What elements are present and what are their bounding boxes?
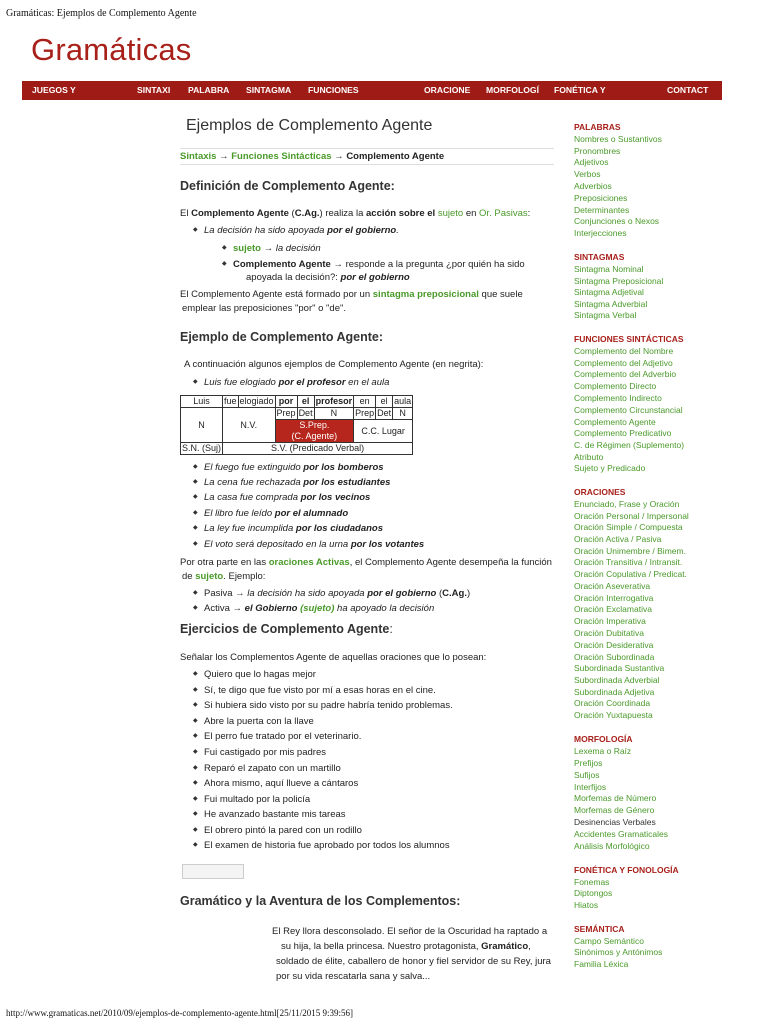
exercise-item: ◆ Sí, te digo que fue visto por mí a esas horas en el cine. (204, 685, 436, 696)
term: por los estudiantes (303, 477, 391, 488)
breadcrumb-link-funciones[interactable]: Funciones Sintácticas (231, 151, 332, 162)
exercise-item: ◆ El obrero pintó la pared con un rodillo (204, 825, 362, 836)
exercise-item: ◆ He avanzado bastante mis tareas (204, 809, 346, 820)
text: de (182, 571, 196, 582)
table-cell: S.N. (Suj) (182, 443, 222, 453)
sidebar-link[interactable]: Interjecciones (574, 228, 627, 238)
term: por el gobierno (367, 588, 437, 599)
list-item (233, 243, 321, 254)
exercises-heading (180, 622, 393, 636)
sidebar-link[interactable]: Preposiciones (574, 193, 628, 203)
sidebar-link[interactable]: Complemento Predicativo (574, 428, 672, 438)
definition-paragraph (180, 207, 530, 221)
term: por los bomberos (303, 462, 384, 473)
sidebar-link[interactable]: Sintagma Preposicional (574, 276, 664, 286)
text: en (463, 208, 480, 219)
text: → la decisión (260, 243, 321, 254)
sidebar-link[interactable]: Oración Simple / Compuesta (574, 522, 683, 532)
sidebar-link[interactable]: Pronombres (574, 146, 621, 156)
sidebar-link[interactable]: Oración Desiderativa (574, 640, 654, 650)
adventure-heading: Gramático y la Aventura de los Complementos: (180, 894, 461, 908)
text: apoyada la decisión?: (246, 272, 341, 283)
sidebar-link[interactable]: Sinónimos y Antónimos (574, 947, 663, 957)
text: ) realiza la (319, 208, 367, 219)
text: (C. Agente) (291, 431, 338, 441)
sidebar-link[interactable]: Subordinada Sustantiva (574, 663, 665, 673)
list-item (204, 539, 424, 550)
table-cell: fue (224, 396, 237, 406)
table-cell: en (354, 396, 376, 408)
list-item (204, 477, 390, 488)
sidebar-link[interactable]: Oración Dubitativa (574, 628, 644, 638)
table-cell: el (376, 396, 393, 408)
nav-item-sintaxis[interactable]: SINTAXI (137, 85, 171, 95)
table-cell: profesor (315, 396, 353, 406)
sidebar-link[interactable]: Oración Exclamativa (574, 604, 652, 614)
term: por el gobierno (340, 272, 410, 283)
sidebar-link[interactable]: Oración Copulativa / Predicat. (574, 569, 687, 579)
term: por el profesor (278, 377, 346, 388)
text: : (527, 208, 531, 219)
sidebar-heading-palabras: PALABRAS (574, 122, 621, 132)
sidebar-link[interactable]: Adjetivos (574, 157, 609, 167)
term: Complemento Agente (233, 259, 331, 270)
page-footer-url: http://www.gramaticas.net/2010/09/ejemplos-de-complemento-agente.html[25/11/2015 9:39:56] (6, 1008, 354, 1018)
sidebar-link[interactable]: Sintagma Adverbial (574, 299, 648, 309)
term: Gramático (481, 941, 529, 952)
sidebar-link[interactable]: Complemento Indirecto (574, 393, 662, 403)
breadcrumb-divider-top (180, 148, 554, 149)
text: El Complemento Agente está formado por un (180, 289, 373, 300)
table-row (181, 408, 413, 420)
list-item (204, 508, 348, 519)
term: C.Ag. (442, 588, 467, 599)
sidebar-link[interactable]: Subordinada Adjetiva (574, 687, 655, 697)
sidebar-link[interactable]: Oración Interrogativa (574, 593, 654, 603)
link-sujeto[interactable]: sujeto (233, 243, 261, 254)
link-or-pasivas[interactable]: Or. Pasivas (479, 208, 528, 219)
table-cell: C.C. Lugar (354, 420, 413, 443)
term: el Gobierno (244, 603, 298, 614)
list-item (204, 462, 384, 473)
text: La cena fue rechazada (204, 477, 304, 488)
sidebar-link[interactable]: Lexema o Raíz (574, 746, 632, 756)
sidebar-link[interactable]: Sintagma Verbal (574, 310, 637, 320)
sidebar-link[interactable]: Diptongos (574, 888, 613, 898)
term: por los votantes (350, 539, 425, 550)
sidebar-link[interactable]: Complemento del Adverbio (574, 369, 677, 379)
text: El (180, 208, 192, 219)
nav-item-funciones[interactable]: FUNCIONES (308, 85, 359, 95)
sidebar-link[interactable]: Oración Unimembre / Bimem. (574, 546, 686, 556)
sidebar-link[interactable]: Interfijos (574, 782, 607, 792)
exercise-item: ◆ Ahora mismo, aquí llueve a cántaros (204, 778, 358, 789)
text: Ejercicios de Complemento Agente (180, 622, 390, 636)
activas-paragraph (180, 556, 552, 570)
table-cell: N.V. (223, 408, 276, 443)
sidebar-link[interactable]: Fonemas (574, 877, 610, 887)
sidebar-link[interactable]: Determinantes (574, 205, 630, 215)
table-cell: N (314, 408, 354, 420)
sidebar-link[interactable]: Prefijos (574, 758, 603, 768)
text: La ley fue incumplida (204, 523, 296, 534)
sidebar-link[interactable]: Sintagma Adjetival (574, 287, 644, 297)
text: ) (466, 588, 471, 599)
text: , (528, 941, 531, 952)
sidebar-link[interactable]: Sintagma Nominal (574, 264, 644, 274)
definition-heading: Definición de Complemento Agente: (180, 179, 395, 193)
breadcrumb (180, 151, 444, 162)
text: su hija, la bella princesa. Nuestro protagonista, (281, 941, 482, 952)
sidebar-link[interactable]: Oración Transitiva / Intransit. (574, 557, 683, 567)
table-cell: por (275, 396, 297, 408)
sidebar-link[interactable]: Hiatos (574, 900, 599, 910)
sidebar-link[interactable]: C. de Régimen (Suplemento) (574, 440, 685, 450)
site-title[interactable]: Gramáticas (31, 32, 192, 67)
list-item (204, 225, 399, 236)
text: → responde a la pregunta ¿por quién ha sido (330, 259, 525, 270)
table-cell: Prep (276, 408, 296, 418)
table-row (181, 443, 413, 455)
list-item-continuation (246, 271, 410, 285)
example-heading: Ejemplo de Complemento Agente: (180, 330, 384, 344)
sidebar-link[interactable]: Enunciado, Frase y Oración (574, 499, 680, 509)
sidebar-heading-fonetica: FONÉTICA Y FONOLOGÍA (574, 865, 679, 875)
list-item (204, 377, 389, 388)
sidebar-link[interactable]: Desinencias Verbales (574, 817, 656, 827)
term: por el alumnado (274, 508, 349, 519)
table-cell: el (297, 396, 314, 408)
table-cell: N (181, 408, 223, 443)
table-cell: Det (298, 408, 313, 418)
breadcrumb-separator: → (216, 151, 232, 162)
sidebar-link[interactable]: Familia Léxica (574, 959, 629, 969)
text: El fuego fue extinguido (204, 462, 304, 473)
text: El libro fue leído (204, 508, 275, 519)
sidebar-heading-semantica: SEMÁNTICA (574, 924, 625, 934)
list-item (233, 259, 525, 270)
term: acción sobre el (366, 208, 436, 219)
breadcrumb-link-sintaxis[interactable]: Sintaxis (180, 151, 217, 162)
exercise-item: ◆ El examen de historia fue aprobado por todos los alumnos (204, 840, 450, 851)
term: Complemento Agente (191, 208, 289, 219)
table-cell: elogiado (239, 396, 274, 406)
sidebar-link[interactable]: Complemento del Nombre (574, 346, 674, 356)
text: : (389, 622, 393, 636)
breadcrumb-separator: → (331, 151, 347, 162)
table-row (181, 396, 413, 408)
sidebar-link[interactable]: Oración Aseverativa (574, 581, 651, 591)
story-line (272, 939, 553, 954)
sidebar-heading-morfologia: MORFOLOGÍA (574, 734, 633, 744)
nav-item-contacto[interactable]: CONTACT (667, 85, 709, 95)
text: La casa fue comprada (204, 492, 301, 503)
link-sintagma-preposicional[interactable]: sintagma preposicional (372, 289, 479, 300)
nav-item-morfologia[interactable]: MORFOLOGÍ (486, 85, 539, 95)
activas-paragraph-continuation (182, 570, 265, 584)
exercise-item: ◆ Abre la puerta con la llave (204, 716, 314, 727)
example-intro: A continuación algunos ejemplos de Complemento Agente (en negrita): (184, 359, 484, 370)
nav-item-sintagmas[interactable]: SINTAGMA (246, 85, 292, 95)
term: por los vecinos (300, 492, 371, 503)
link-sujeto[interactable]: (sujeto) (297, 603, 335, 614)
table-cell: aula (394, 396, 412, 406)
exercise-item: ◆ Fui castigado por mis padres (204, 747, 326, 758)
table-cell: Det (377, 408, 392, 418)
sidebar-link[interactable]: Subordinada Adverbial (574, 675, 660, 685)
story-line: soldado de élite, caballero de honor y fiel servidor de su Rey, jura (276, 956, 551, 967)
sidebar-link[interactable]: Accidentes Gramaticales (574, 829, 669, 839)
term: por los ciudadanos (295, 523, 383, 534)
sidebar-link[interactable]: Oración Imperativa (574, 616, 646, 626)
breadcrumb-current: Complemento Agente (346, 151, 445, 162)
exercise-item: ◆ El perro fue tratado por el veterinario. (204, 731, 361, 742)
sidebar-link[interactable]: Morfemas de Género (574, 805, 655, 815)
exercise-item: ◆ Quiero que lo hagas mejor (204, 669, 316, 680)
document-title: Gramáticas: Ejemplos de Complemento Agente (6, 8, 197, 19)
sidebar-link[interactable]: Atributo (574, 452, 604, 462)
text: . Ejemplo: (223, 571, 266, 582)
story-line: El Rey llora desconsolado. El señor de la Oscuridad ha raptado a (272, 926, 548, 937)
list-item (204, 588, 470, 599)
sidebar-link[interactable]: Análisis Morfológico (574, 841, 650, 851)
sidebar-link[interactable]: Oración Personal / Impersonal (574, 511, 689, 521)
text: . (396, 225, 399, 236)
sidebar-link[interactable]: Oración Yuxtapuesta (574, 710, 653, 720)
text: ( (288, 208, 295, 219)
sidebar-link[interactable]: Adverbios (574, 181, 612, 191)
adventure-story (272, 924, 553, 984)
breadcrumb-divider-bottom (180, 164, 554, 165)
sidebar-link[interactable]: Verbos (574, 169, 601, 179)
term: por el gobierno (327, 225, 397, 236)
text: Pasiva → (204, 588, 248, 599)
sidebar-link[interactable]: Oración Activa / Pasiva (574, 534, 662, 544)
exercises-intro: Señalar los Complementos Agente de aquellas oraciones que lo posean: (180, 652, 487, 663)
text: El voto será depositado en la urna (204, 539, 351, 550)
sidebar-link[interactable]: Nombres o Sustantivos (574, 134, 662, 144)
text: ha apoyado la decisión (334, 603, 435, 614)
nav-item-oraciones[interactable]: ORACIONE (424, 85, 471, 95)
table-cell: S.V. (Predicado Verbal) (223, 443, 413, 455)
text: en el aula (345, 377, 390, 388)
text: que suele (478, 289, 523, 300)
list-item (204, 603, 434, 614)
sidebar-heading-sintagmas: SINTAGMAS (574, 252, 625, 262)
definition-paragraph-2 (180, 288, 523, 302)
story-line: por su vida rescatarla sana y salva... (276, 971, 431, 982)
term: C.Ag. (294, 208, 320, 219)
text: Activa → (204, 603, 245, 614)
text: la decisión ha sido apoyada (247, 588, 368, 599)
nav-item-palabras[interactable]: PALABRA (188, 85, 230, 95)
table-cell: Prep (355, 408, 375, 418)
solutions-button[interactable] (182, 864, 244, 879)
exercise-item: ◆ Fui multado por la policía (204, 794, 310, 805)
text: La decisión ha sido apoyada (204, 225, 328, 236)
sidebar-link[interactable]: Complemento Circunstancial (574, 405, 683, 415)
exercise-item: ◆ Si hubiera sido visto por su padre habría tenido problemas. (204, 700, 453, 711)
text: ( (436, 588, 443, 599)
nav-item-fonetica[interactable]: FONÉTICA Y (554, 85, 606, 95)
nav-item-juegos[interactable]: JUEGOS Y (32, 85, 76, 95)
sidebar-link[interactable]: Sufijos (574, 770, 600, 780)
sidebar-link[interactable]: Complemento del Adjetivo (574, 358, 673, 368)
table-cell-agent (275, 420, 354, 443)
sidebar-link[interactable]: Conjunciones o Nexos (574, 216, 660, 226)
list-item (204, 492, 370, 503)
page-heading: Ejemplos de Complemento Agente (186, 117, 433, 134)
table-cell: Luis (181, 396, 223, 408)
sidebar-link[interactable]: Sujeto y Predicado (574, 463, 646, 473)
text: S.Prep. (299, 420, 330, 430)
link-sujeto[interactable]: sujeto (195, 571, 224, 582)
sidebar-link[interactable]: Campo Semántico (574, 936, 644, 946)
link-sujeto[interactable]: sujeto (435, 208, 464, 219)
link-oraciones-activas[interactable]: oraciones Activas (268, 557, 350, 568)
text: , el Complemento Agente desempeña la función (349, 557, 552, 568)
sidebar-heading-oraciones: ORACIONES (574, 487, 626, 497)
main-navbar (22, 81, 722, 100)
sidebar-link[interactable]: Complemento Agente (574, 417, 656, 427)
sidebar-link[interactable]: Oración Subordinada (574, 652, 655, 662)
analysis-table (180, 395, 413, 455)
sidebar-link[interactable]: Morfemas de Número (574, 793, 657, 803)
definition-paragraph-2-continuation: emplear las preposiciones "por" o "de". (182, 303, 346, 314)
sidebar-heading-funciones: FUNCIONES SINTÁCTICAS (574, 334, 684, 344)
list-item (204, 523, 383, 534)
text: Por otra parte en las (180, 557, 269, 568)
text: Luis fue elogiado (204, 377, 279, 388)
sidebar-link[interactable]: Oración Coordinada (574, 698, 651, 708)
table-cell: N (393, 408, 413, 420)
exercise-item: ◆ Reparó el zapato con un martillo (204, 763, 341, 774)
sidebar-link[interactable]: Complemento Directo (574, 381, 657, 391)
